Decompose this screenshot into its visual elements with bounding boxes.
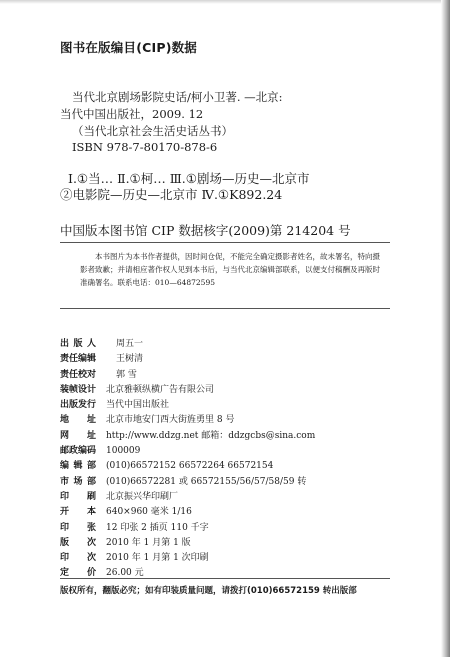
imprint-value: 26.00 元 (106, 568, 144, 579)
photo-credit-notice: 本书图片为本书作者提供，因时间仓促，不能完全确定摄影者姓名，故未署名，特向摄影者致歉；并请相应著作权人见到本书后，与当代北京编辑部联系，以便支付稿酬及再版时准确署名。联系电话：010—64872595 (80, 252, 380, 287)
imprint-value: 郭 雪 (116, 369, 137, 380)
cip-classification-line: Ⅰ.①当… Ⅱ.①柯… Ⅲ.①剧场—历史—北京市 (68, 171, 310, 186)
imprint-value: (010)66572152 66572264 66572154 (106, 461, 274, 472)
imprint-label: 网 址 (60, 430, 96, 441)
imprint-value: http://www.ddzg.net 邮箱：ddzgcbs@sina.com (106, 430, 316, 441)
divider-top (60, 242, 390, 243)
imprint-label: 邮政编码 (60, 446, 97, 457)
imprint-value: 北京市地安门西大街旌勇里 8 号 (106, 415, 235, 426)
imprint-value: 北京振兴华印刷厂 (106, 491, 179, 502)
imprint-row (60, 382, 400, 397)
imprint-value: 640×960 毫米 1/16 (106, 507, 192, 518)
imprint-value: 王树清 (116, 354, 144, 365)
cip-title-line: 当代北京剧场影院史话/柯小卫著. —北京: (72, 90, 283, 104)
imprint-row (60, 336, 400, 351)
imprint-value: 12 印张 2 插页 110 千字 (106, 522, 209, 533)
cip-publisher-line: 当代中国出版社，2009. 12 (60, 107, 204, 121)
imprint-label: 印 张 (60, 522, 96, 533)
imprint-row (60, 489, 400, 504)
scan-edge-shadow (441, 0, 450, 657)
imprint-label: 开 本 (60, 507, 96, 518)
imprint-row (60, 474, 400, 489)
imprint-value: 当代中国出版社 (106, 400, 170, 411)
imprint-value: 2010 年 1 月第 1 版 (106, 537, 191, 548)
imprint-value: 北京雅顿纵横广告有限公司 (106, 384, 215, 395)
imprint-row (60, 443, 400, 458)
imprint-label: 印 次 (60, 553, 96, 564)
divider-bottom (60, 578, 390, 579)
imprint-row (60, 351, 400, 366)
imprint-label: 出 版 人 (60, 339, 96, 349)
imprint-label: 责任编辑 (60, 354, 97, 365)
imprint-label: 装帧设计 (60, 384, 97, 395)
imprint-label: 定 价 (60, 568, 96, 579)
imprint-label: 市 场 部 (60, 476, 96, 487)
cip-isbn-line: ISBN 978-7-80170-878-6 (72, 140, 218, 154)
imprint-table (60, 336, 400, 581)
imprint-value: 100009 (106, 446, 141, 457)
divider-middle (60, 308, 390, 309)
imprint-label: 印 刷 (60, 491, 96, 502)
imprint-label: 出版发行 (60, 400, 97, 411)
imprint-value: (010)66572281 或 66572155/56/57/58/59 转 (106, 476, 307, 487)
imprint-row (60, 520, 400, 535)
imprint-row (60, 412, 400, 427)
imprint-row (60, 504, 400, 519)
imprint-row (60, 367, 400, 382)
copyright-footer: 版权所有，翻版必究；如有印装质量问题，请拨打(010)66572159 转出版部 (60, 586, 357, 596)
imprint-value: 2010 年 1 月第 1 次印刷 (106, 553, 209, 564)
imprint-row (60, 550, 400, 565)
imprint-label: 责任校对 (60, 369, 97, 380)
imprint-row (60, 428, 400, 443)
cip-record-number: 中国版本图书馆 CIP 数据核字(2009)第 214204 号 (60, 223, 351, 238)
imprint-label: 地 址 (60, 415, 96, 426)
imprint-row (60, 535, 400, 550)
cip-series-line: （当代北京社会生活史话丛书） (72, 124, 233, 138)
imprint-value: 周五一 (116, 339, 144, 349)
imprint-row (60, 397, 400, 412)
cip-heading: 图书在版编目(CIP)数据 (60, 40, 198, 55)
cip-classification-line: ②电影院—历史—北京市 Ⅳ.①K892.24 (60, 187, 283, 202)
imprint-row (60, 458, 400, 473)
imprint-label: 编 辑 部 (60, 461, 96, 472)
scan-top-shadow (0, 0, 450, 4)
imprint-label: 版 次 (60, 537, 96, 548)
